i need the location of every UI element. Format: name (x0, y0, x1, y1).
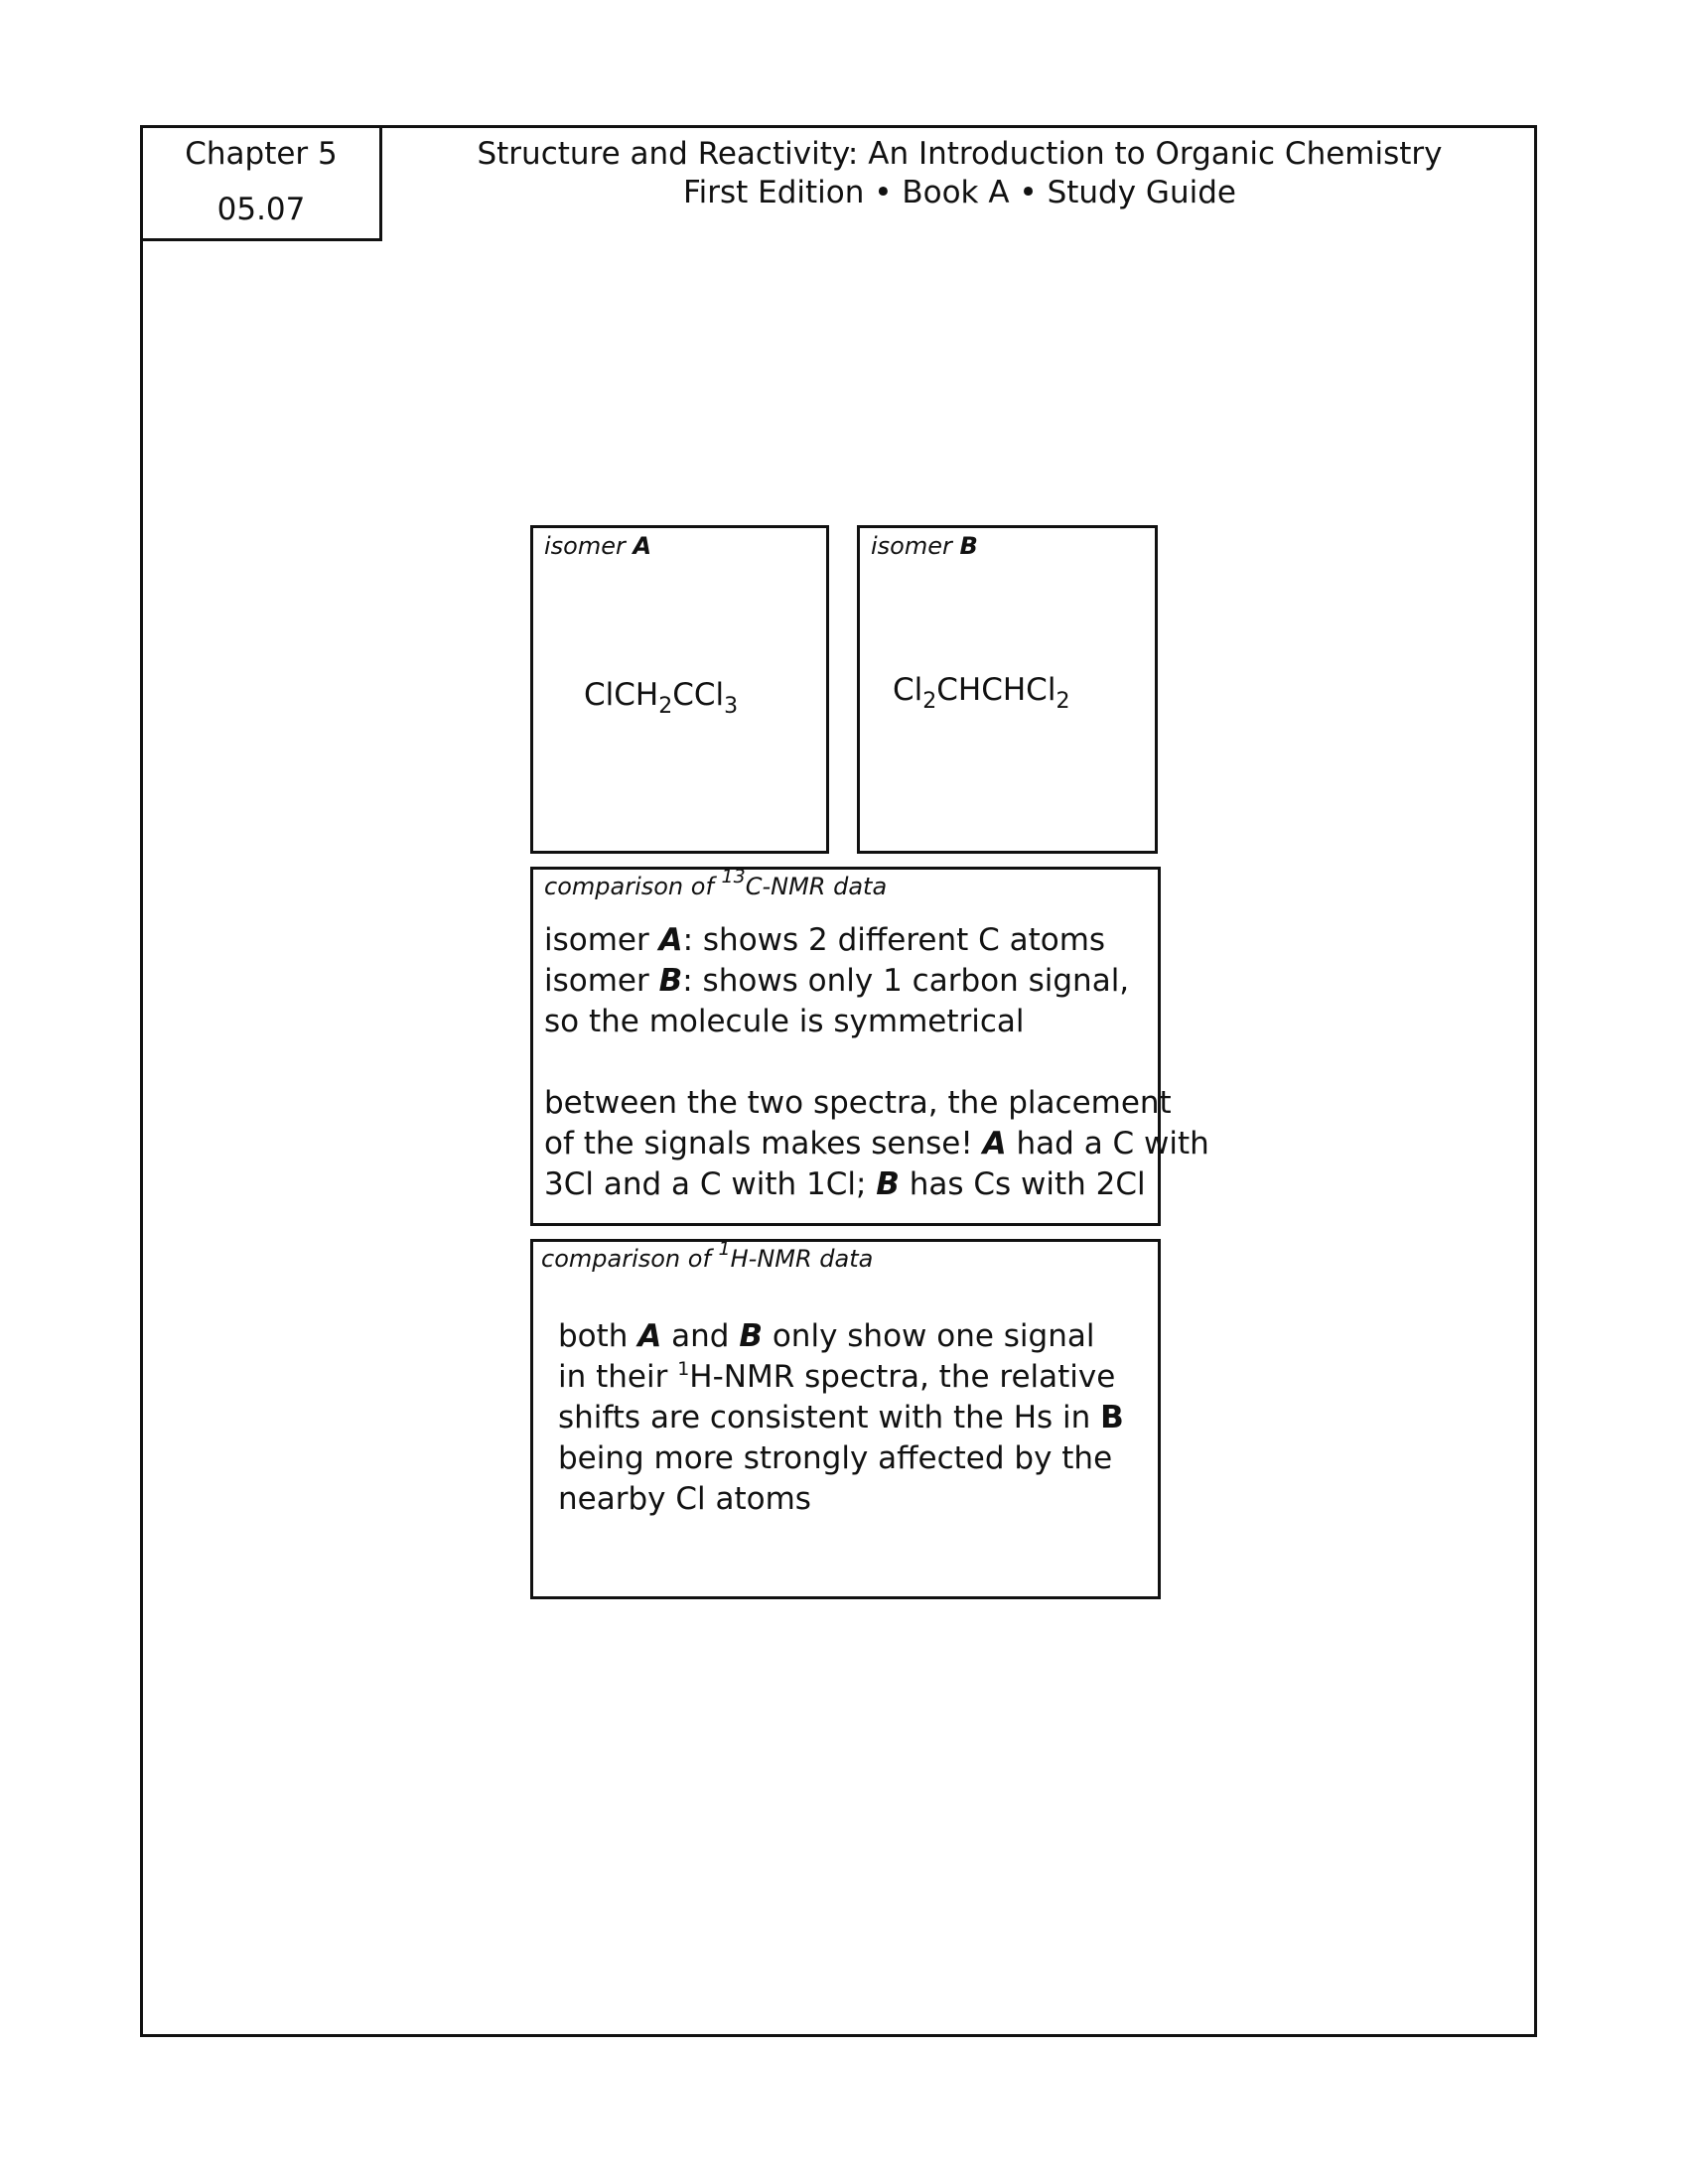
c13-line-6: 3Cl and a C with 1Cl; B has Cs with 2Cl (544, 1166, 1146, 1202)
c13-nmr-text (544, 920, 1209, 1205)
chapter-title: Chapter 5 (185, 136, 338, 172)
isomer-b-formula: $Cl_2CHCHCl_2$ (893, 672, 1070, 714)
chapter-number: 05.07 (216, 192, 306, 227)
isomer-b-label: isomer B (871, 532, 978, 560)
isomer-a-label: isomer A (544, 532, 652, 560)
h1-line-1: both A and B only show one signal (558, 1318, 1095, 1354)
h1-nmr-label: comparison of $^1$H-NMR data (541, 1238, 874, 1273)
c13-nmr-label: comparison of $^{13}$C-NMR data (544, 866, 888, 900)
h1-nmr-box (530, 1239, 1161, 1599)
h1-nmr-text (558, 1316, 1124, 1520)
c13-line-2: isomer B: shows only 1 carbon signal, (544, 963, 1130, 999)
h1-line-4: being more strongly affected by the (558, 1440, 1113, 1476)
isomer-a-box (530, 525, 829, 854)
h1-line-2: in their $^1$H-NMR spectra, the relative (558, 1358, 1116, 1395)
chapter-box (140, 125, 382, 241)
isomer-a-formula: ClCH$_2$CCl$_3$ (584, 677, 739, 719)
h1-line-5: nearby Cl atoms (558, 1481, 811, 1517)
book-subtitle: First Edition • Book A • Study Guide (683, 175, 1236, 210)
book-title: Structure and Reactivity: An Introduction to Organic Chemistry (477, 136, 1443, 172)
h1-line-3: shifts are consistent with the Hs in B (558, 1400, 1124, 1435)
c13-line-5: of the signals makes sense! A had a C with (544, 1126, 1209, 1161)
c13-nmr-box (530, 866, 1209, 1226)
c13-line-3: so the molecule is symmetrical (544, 1004, 1025, 1039)
isomer-b-box (857, 525, 1158, 854)
c13-line-1: isomer A: shows 2 different C atoms (544, 922, 1106, 958)
c13-line-4: between the two spectra, the placement (544, 1085, 1172, 1121)
